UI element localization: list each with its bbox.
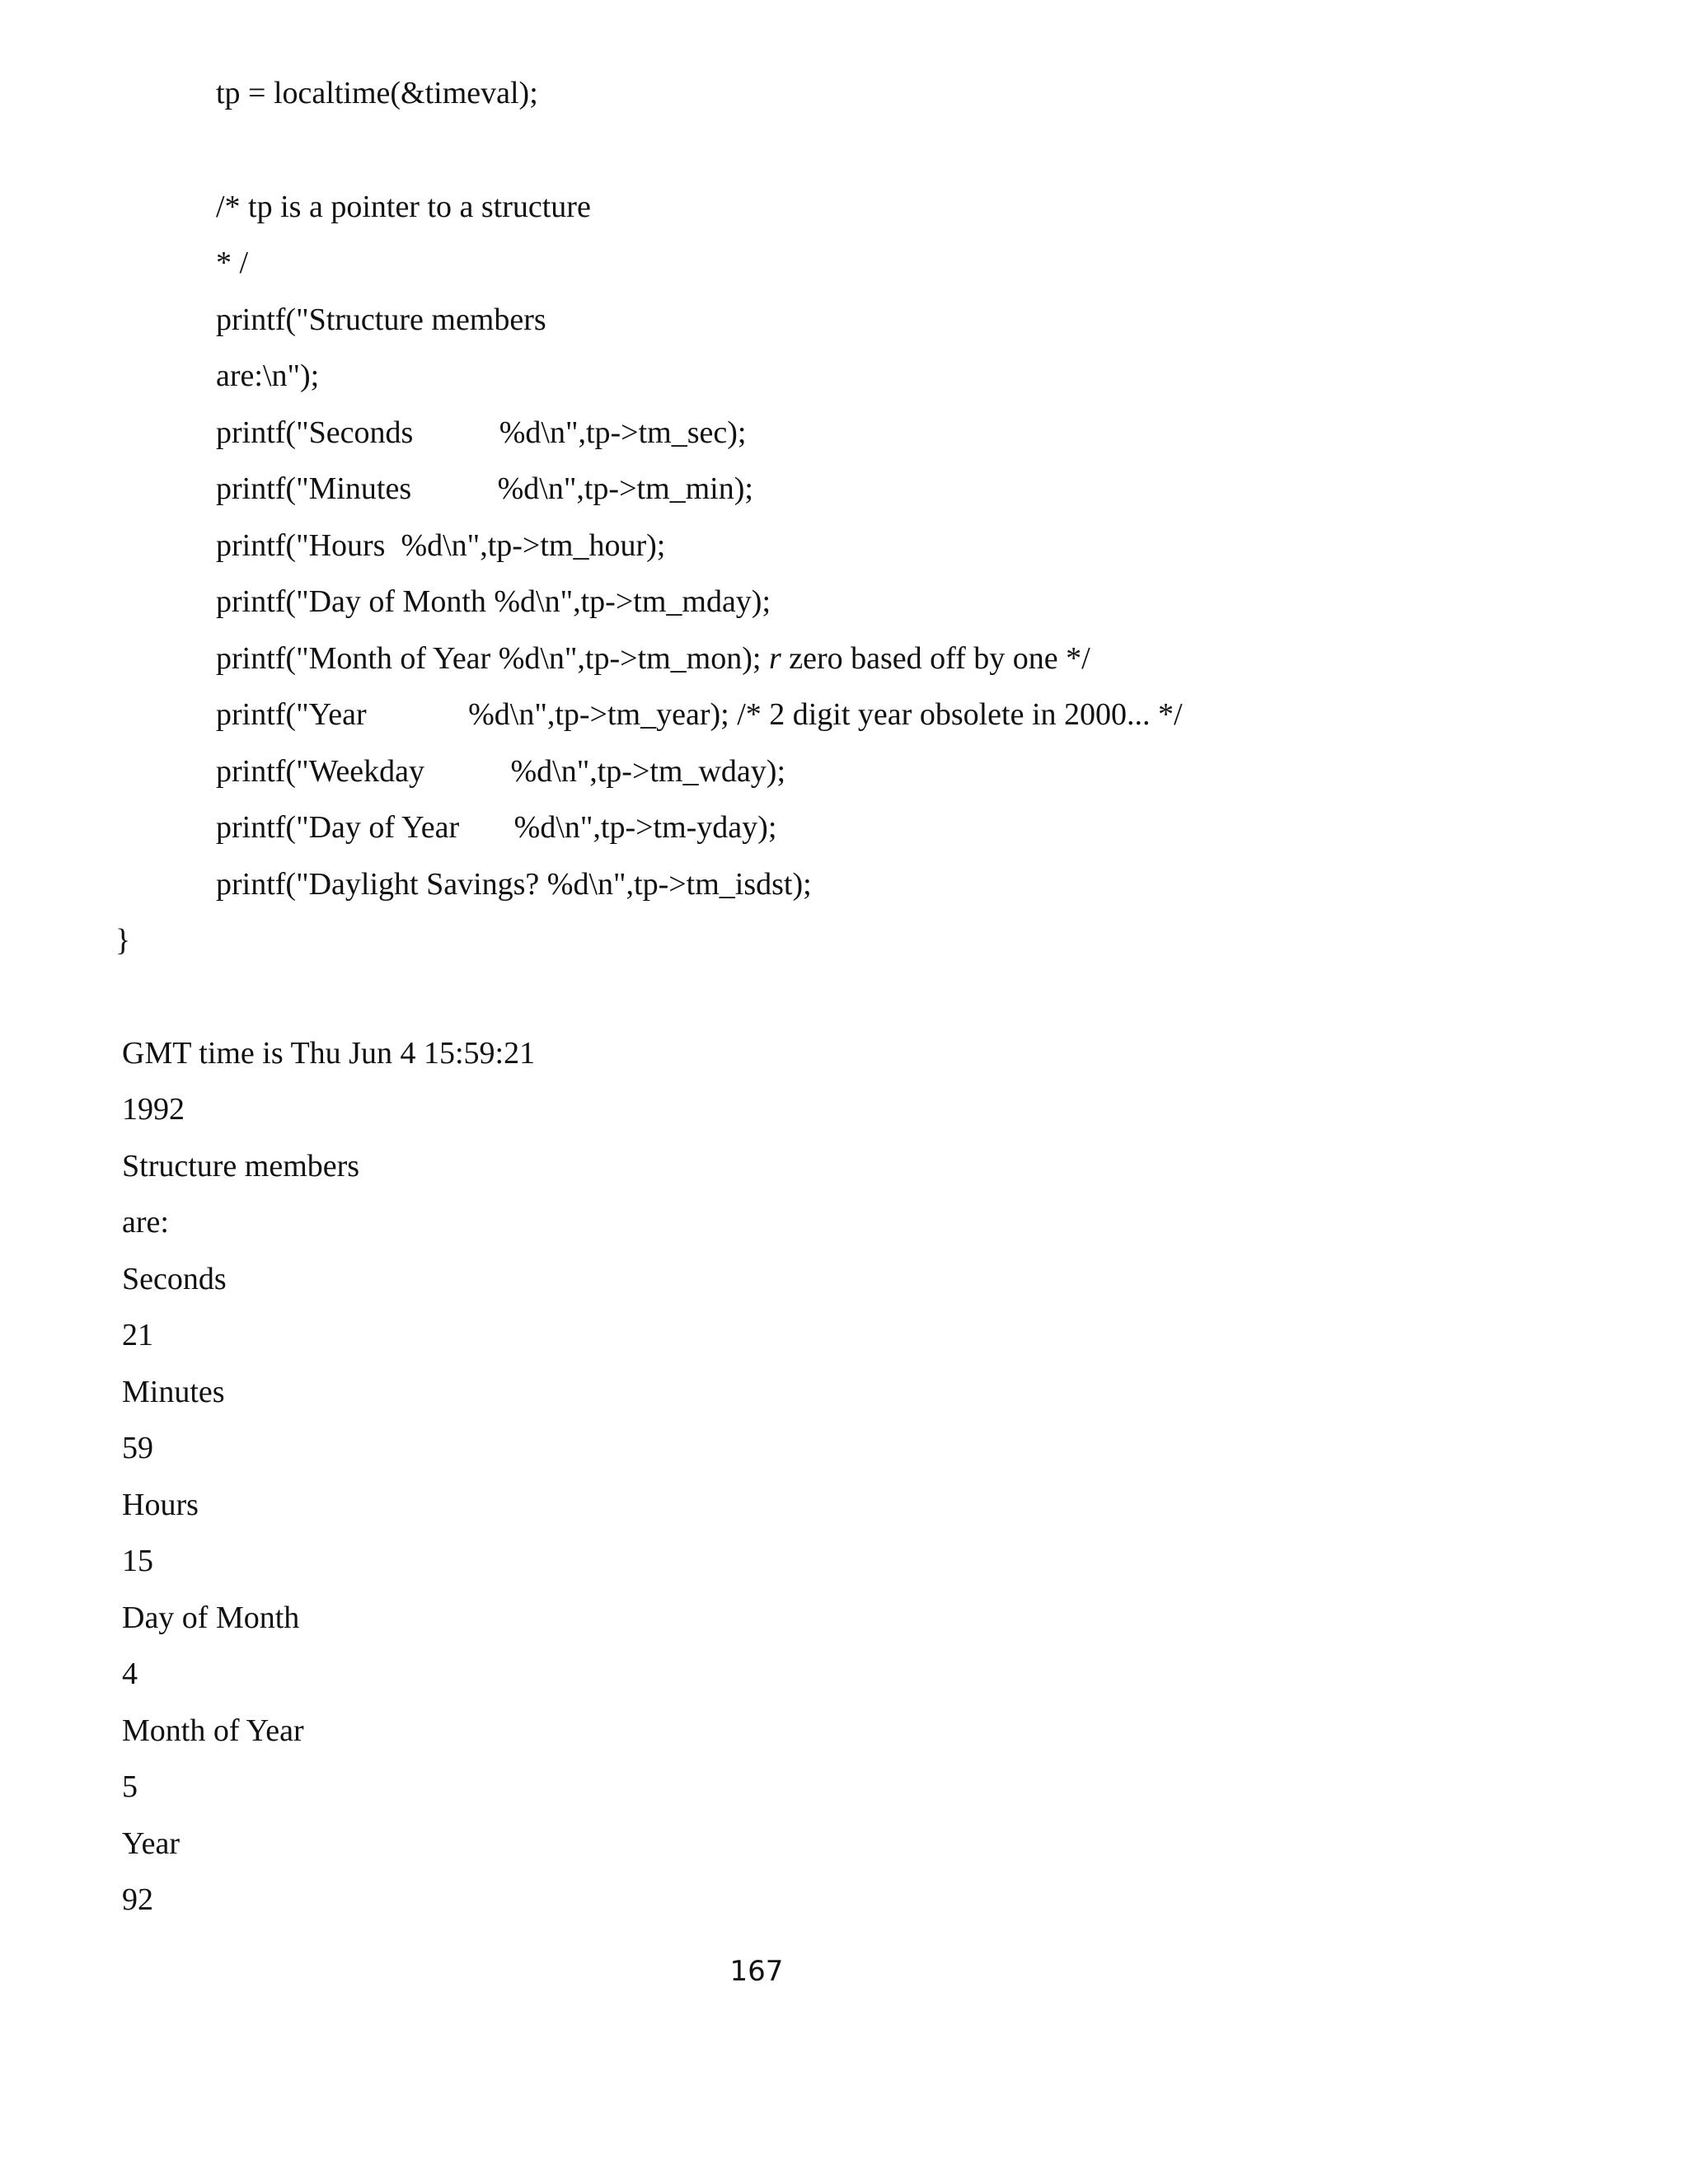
output-label-seconds: Seconds bbox=[122, 1262, 227, 1296]
code-line-printf-mday: printf("Day of Month %d\n",tp->tm_mday); bbox=[216, 584, 771, 619]
output-line-are: are: bbox=[122, 1205, 169, 1240]
code-line-printf-yday: printf("Day of Year %d\n",tp->tm-yday); bbox=[216, 810, 777, 845]
code-month-comment: zero based off by one */ bbox=[781, 641, 1090, 676]
code-line-printf-month bbox=[216, 640, 1090, 677]
code-comment-open: /* tp is a pointer to a structure bbox=[216, 190, 591, 224]
code-line-printf-isdst: printf("Daylight Savings? %d\n",tp->tm_isdst); bbox=[216, 867, 812, 902]
output-label-day-of-month: Day of Month bbox=[122, 1601, 300, 1635]
output-value-day-of-month: 4 bbox=[122, 1657, 138, 1691]
code-line-printf-year: printf("Year %d\n",tp->tm_year); /* 2 digit year obsolete in 2000... */ bbox=[216, 697, 1183, 732]
output-value-year: 92 bbox=[122, 1882, 153, 1917]
output-line-year-full: 1992 bbox=[122, 1092, 185, 1127]
output-label-minutes: Minutes bbox=[122, 1375, 225, 1409]
code-line-printf-seconds: printf("Seconds %d\n",tp->tm_sec); bbox=[216, 415, 747, 450]
code-month-statement: printf("Month of Year %d\n",tp->tm_mon); bbox=[216, 641, 769, 676]
output-value-seconds: 21 bbox=[122, 1318, 153, 1352]
output-label-year: Year bbox=[122, 1826, 181, 1861]
output-value-month-of-year: 5 bbox=[122, 1769, 138, 1804]
code-month-r: r bbox=[768, 641, 781, 676]
code-line-printf-hours: printf("Hours %d\n",tp->tm_hour); bbox=[216, 528, 666, 563]
page-number: 167 bbox=[729, 1955, 784, 1988]
output-value-hours: 15 bbox=[122, 1544, 153, 1578]
code-line-printf-minutes: printf("Minutes %d\n",tp->tm_min); bbox=[216, 471, 753, 506]
code-line-printf-structure: printf("Structure members bbox=[216, 302, 546, 337]
code-closing-brace: } bbox=[115, 923, 131, 958]
code-comment-close: * / bbox=[216, 246, 249, 280]
output-line-gmt-time: GMT time is Thu Jun 4 15:59:21 bbox=[122, 1036, 536, 1071]
code-line-localtime: tp = localtime(&timeval); bbox=[216, 76, 538, 110]
code-line-printf-are: are:\n"); bbox=[216, 359, 320, 393]
output-label-month-of-year: Month of Year bbox=[122, 1713, 304, 1748]
code-line-printf-weekday: printf("Weekday %d\n",tp->tm_wday); bbox=[216, 754, 786, 789]
output-value-minutes: 59 bbox=[122, 1431, 153, 1465]
output-label-hours: Hours bbox=[122, 1488, 199, 1522]
output-line-structure: Structure members bbox=[122, 1149, 360, 1183]
